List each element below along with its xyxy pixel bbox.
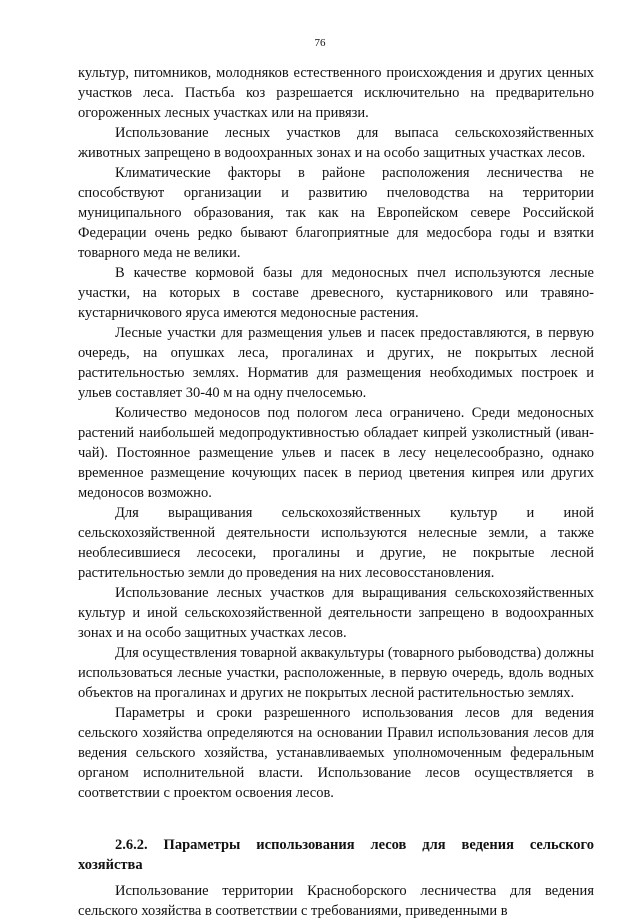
paragraph: Количество медоносов под пологом леса ограничено. Среди медоносных растений наибольшей медопродуктивностью обладает кипрей узколистный (иван-чай). Постоянное размещение ульев и пасек в лесу нецелесообразно, однако временное размещение кочующих пасек в период цветения кипрея или других медоносов возможно. [78, 405, 594, 501]
paragraph: Использование лесных участков для выпаса сельскохозяйственных животных запрещено в водоохранных зонах и на особо защитных участках лесов. [78, 125, 594, 161]
paragraph: Параметры и сроки разрешенного использования лесов для ведения сельского хозяйства определяются на основании Правил использования лесов для ведения сельского хозяйства, устанавливаемых уполномоченным федеральным органом исполнительной власти. Использование лесов осуществляется в соответствии с проектом освоения лесов. [78, 705, 594, 801]
page-number: 76 [314, 37, 326, 49]
paragraph: Лесные участки для размещения ульев и пасек предоставляются, в первую очередь, на опушках леса, прогалинах и других, не покрытых лесной растительностью землях. Норматив для размещения необходимых построек и ульев составляет 30-40 м на одну пчелосемью. [78, 325, 594, 401]
paragraph: В качестве кормовой базы для медоносных пчел используются лесные участки, на которых в составе древесного, кустарникового или травяно-кустарничкового яруса имеются медоносные растения. [78, 265, 594, 321]
paragraph: Использование лесных участков для выращивания сельскохозяйственных культур и иной сельскохозяйственной деятельности запрещено в водоохранных зонах и на особо защитных участках лесов. [78, 585, 594, 641]
section-heading: 2.6.2. Параметры использования лесов для ведения сельского хозяйства [78, 837, 594, 873]
paragraph-continuation: культур, питомников, молодняков естественного происхождения и других ценных участков леса. Пастьба коз разрешается исключительно на предварительно огороженных лесных участках или на привязи. [78, 65, 594, 121]
paragraph: Для осуществления товарной аквакультуры (товарного рыбоводства) должны использоваться лесные участки, расположенные, в первую очередь, вдоль водных объектов на прогалинах и других не покрытых лесной растительностью землях. [78, 645, 594, 701]
paragraph: Для выращивания сельскохозяйственных культур и иной сельскохозяйственной деятельности используются нелесные земли, а также необлесившиеся лесосеки, прогалины и другие, не покрытые лесной растительностью земли до проведения на них лесовосстановления. [78, 505, 594, 581]
paragraph: Климатические факторы в районе расположения лесничества не способствуют организации и развитию пчеловодства на территории муниципального образования, так как на Европейском севере Российской Федерации очень редко бывают благоприятные для медосбора годы и взятки товарного меда не велики. [78, 165, 594, 261]
document-body [78, 63, 594, 921]
paragraph: Использование территории Красноборского лесничества для ведения сельского хозяйства в соответствии с требованиями, приведенными в [78, 883, 594, 919]
